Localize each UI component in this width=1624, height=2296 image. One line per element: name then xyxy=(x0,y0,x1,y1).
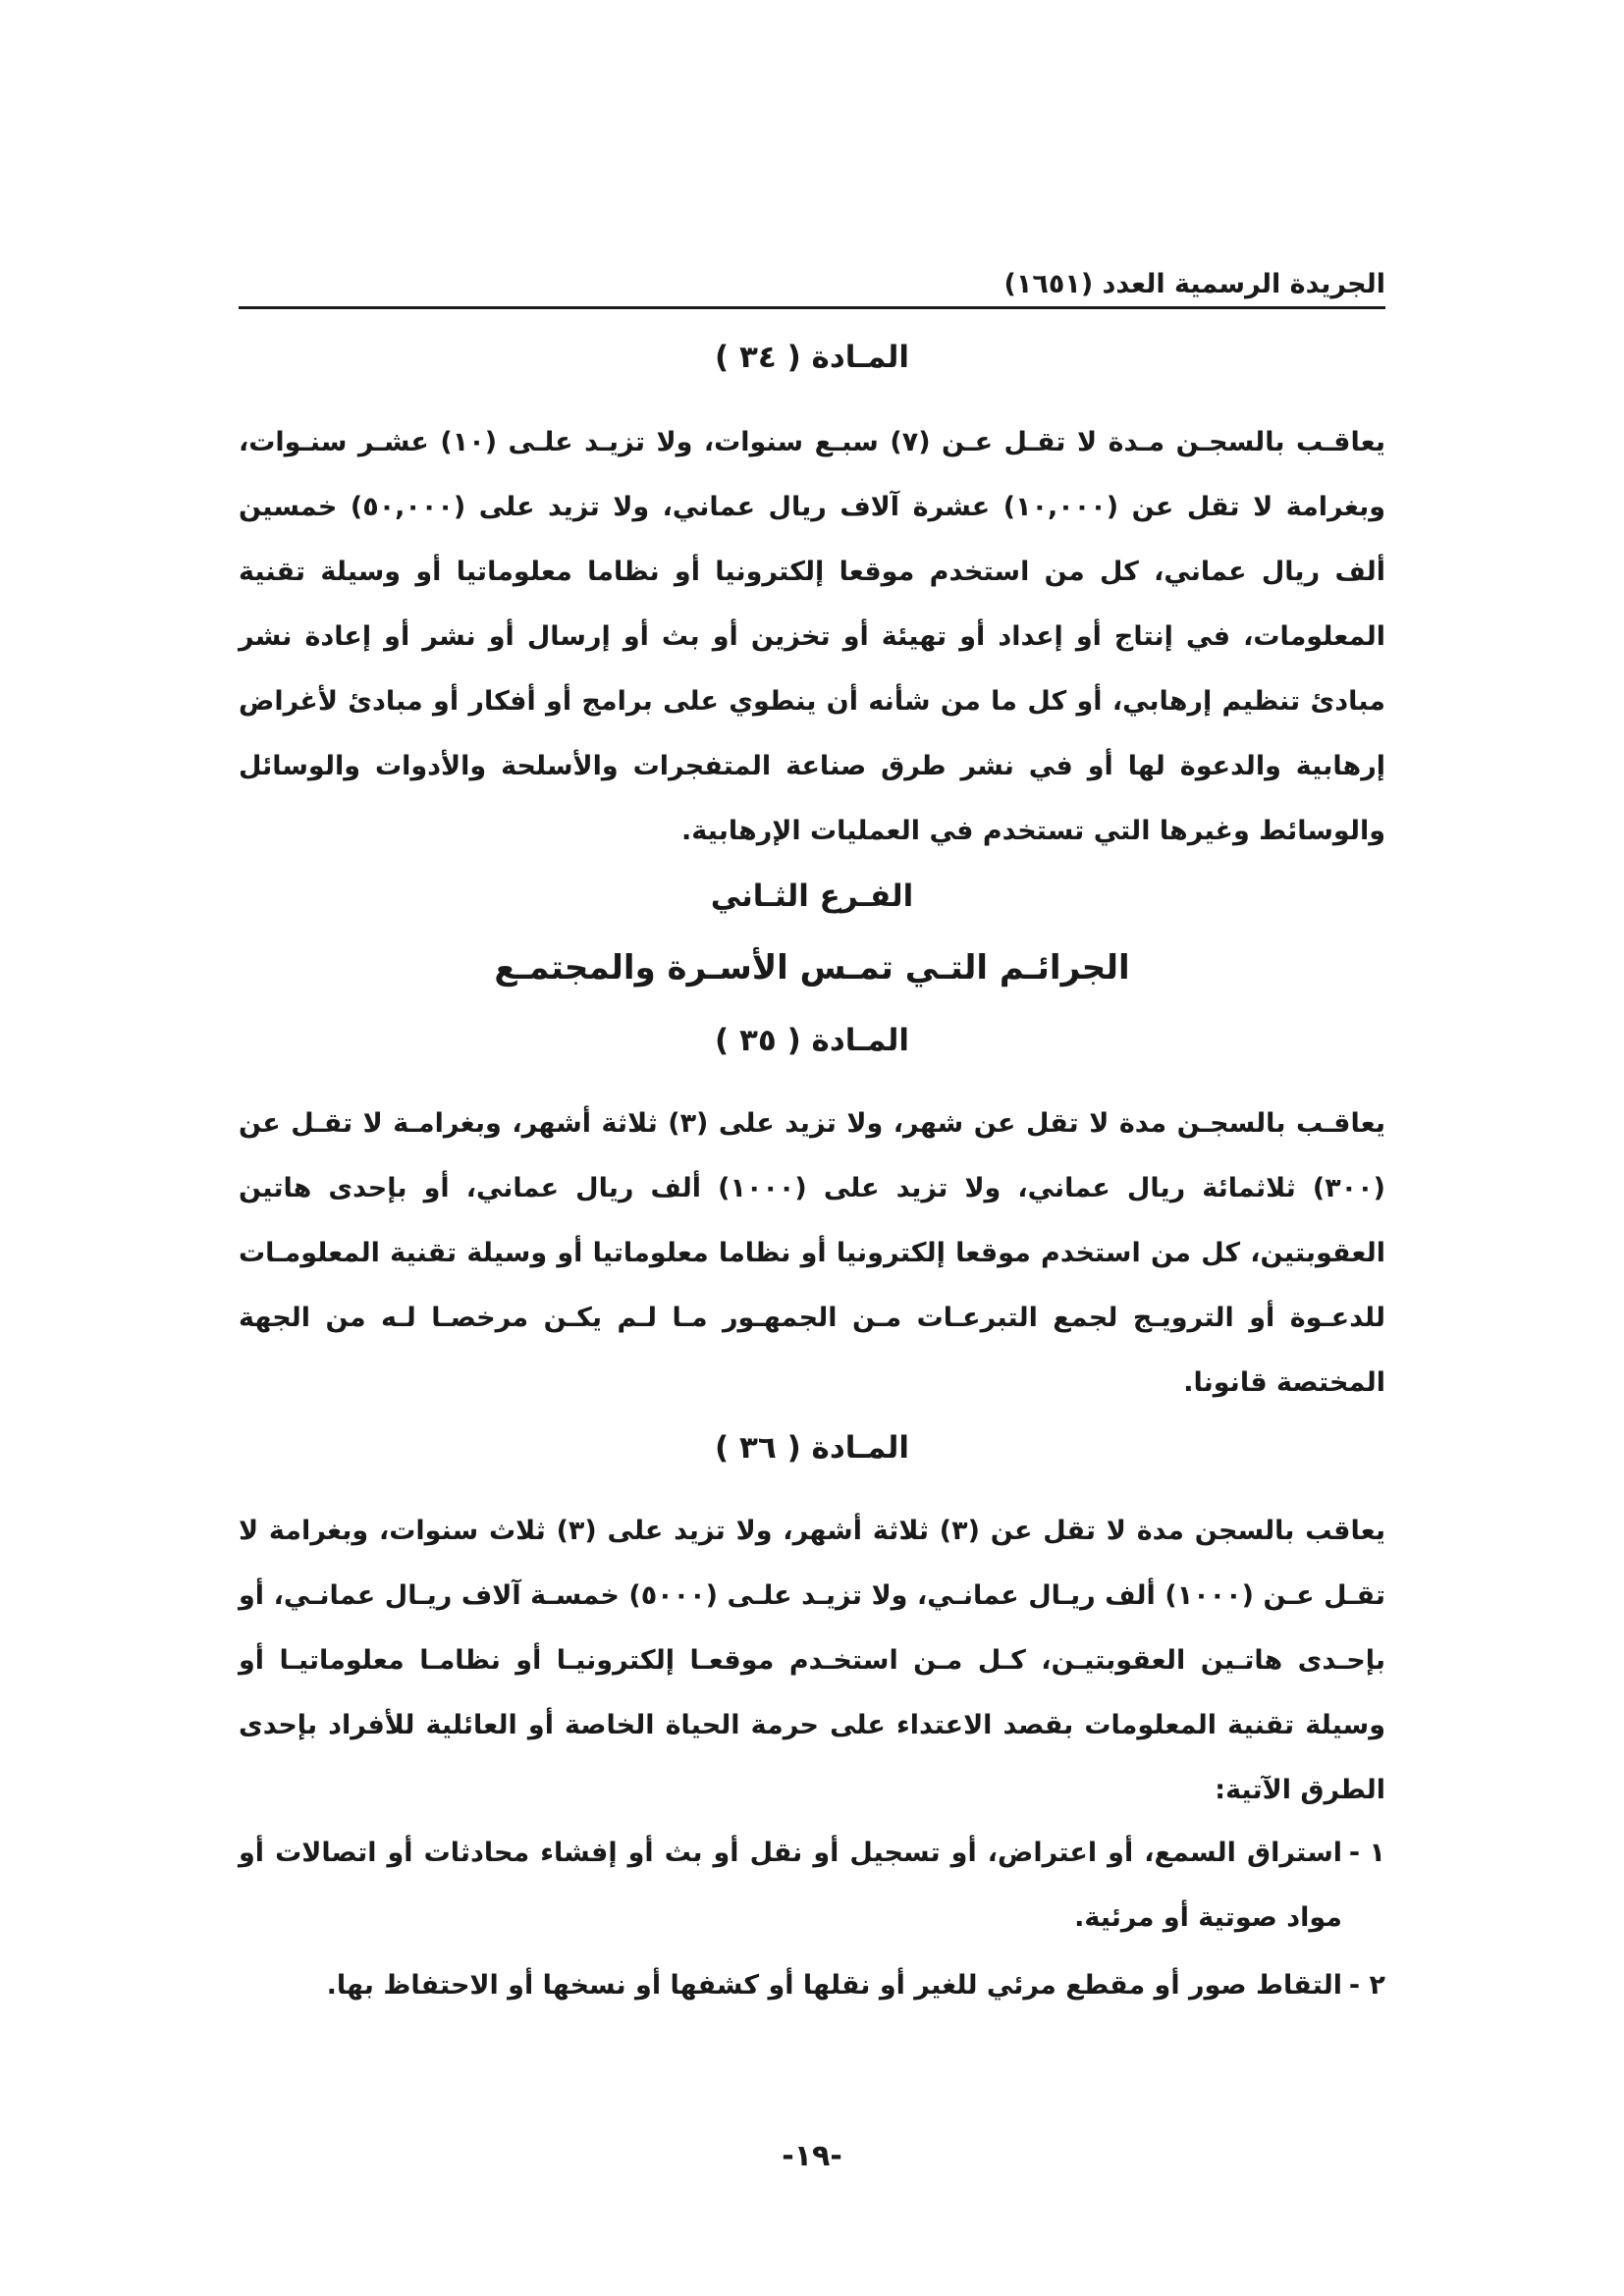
article-34-text: يعاقـب بالسجـن مـدة لا تقـل عـن (٧) سبـع سنوات، ولا تزيـد علـى (١٠) عشـر سنـوات، وبغرامة لا تقل عن (١٠,٠٠٠) عشرة آلاف ريال عماني، ولا تزيد على (٥٠,٠٠٠) خمسين ألف ريال عماني، كل من استخدم موقعا إلكترونيا أو نظاما معلوماتيا أو وسيلة تقنية المعلومات، في إنتاج أو إعداد أو تهيئة أو تخزين أو بث أو إرسال أو نشر أو إعادة نشر مبادئ تنظيم إرهابي، أو كل ما من شأنه أن ينطوي على برامج أو أفكار أو مبادئ لأغراض إرهابية والدعوة لها أو في نشر طرق صناعة المتفجرات والأسلحة والأدوات والوسائل والوسائط وغيرها التي تستخدم في العمليات الإرهابية. xyxy=(239,427,1386,846)
article-36-heading: المـادة ( ٣٦ ) xyxy=(714,1430,910,1466)
list-item-number: ٢ - xyxy=(1348,1970,1385,2001)
branch-subtitle: الجرائـم التـي تمـس الأسـرة والمجتمـع xyxy=(494,948,1130,988)
running-header: الجريدة الرسمية العدد (١٦٥١) xyxy=(1003,269,1385,299)
list-item xyxy=(239,1953,1385,2018)
article-36-text: يعاقب بالسجن مدة لا تقل عن (٣) ثلاثة أشهر، ولا تزيد على (٣) ثلاث سنوات، وبغرامة لا تقـل عـن (١٠٠٠) ألف ريـال عمانـي، ولا تزيـد علـى (٥٠٠٠) خمسـة آلاف ريـال عمانـي، أو بإحـدى هاتـين العقوبتيـن، كـل مـن استخـدم موقعـا إلكترونيـا أو نظامـا معلوماتيـا أو وسيلة تقنية المعلومات بقصد الاعتداء على حرمة الحياة الخاصة أو العائلية للأفراد بإحدى الطرق الآتية: xyxy=(239,1516,1385,1805)
article-34-heading: المـادة ( ٣٤ ) xyxy=(714,340,910,375)
branch-title: الفـرع الثـاني xyxy=(710,879,914,914)
page-number: -١٩- xyxy=(782,2139,842,2173)
list-item xyxy=(239,1821,1385,1950)
list-item-number: ١ - xyxy=(1348,1838,1385,1868)
article-35-text: يعاقـب بالسجـن مدة لا تقل عن شهر، ولا تزيد على (٣) ثلاثة أشهر، وبغرامـة لا تقـل عن (٣٠٠) ثلاثمائة ريال عماني، ولا تزيد على (١٠٠٠) ألف ريال عماني، أو بإحدى هاتين العقوبتين، كل من استخدم موقعا إلكترونيا أو نظاما معلوماتيا أو وسيلة تقنية المعلومـات للدعـوة أو الترويـج لجمع التبرعـات مـن الجمهـور مـا لـم يكـن مرخصـا لـه من الجهة المختصة قانونا. xyxy=(239,1108,1385,1398)
list-item-text: استراق السمع، أو اعتراض، أو تسجيل أو نقل أو بث أو إفشاء محادثات أو اتصالات أو مواد صوتية أو مرئية. xyxy=(239,1838,1342,1933)
list-item-text: التقاط صور أو مقطع مرئي للغير أو نقلها أو كشفها أو نسخها أو الاحتفاظ بها. xyxy=(326,1970,1342,2001)
article-35-heading: المـادة ( ٣٥ ) xyxy=(714,1023,910,1058)
header-rule xyxy=(239,306,1385,309)
